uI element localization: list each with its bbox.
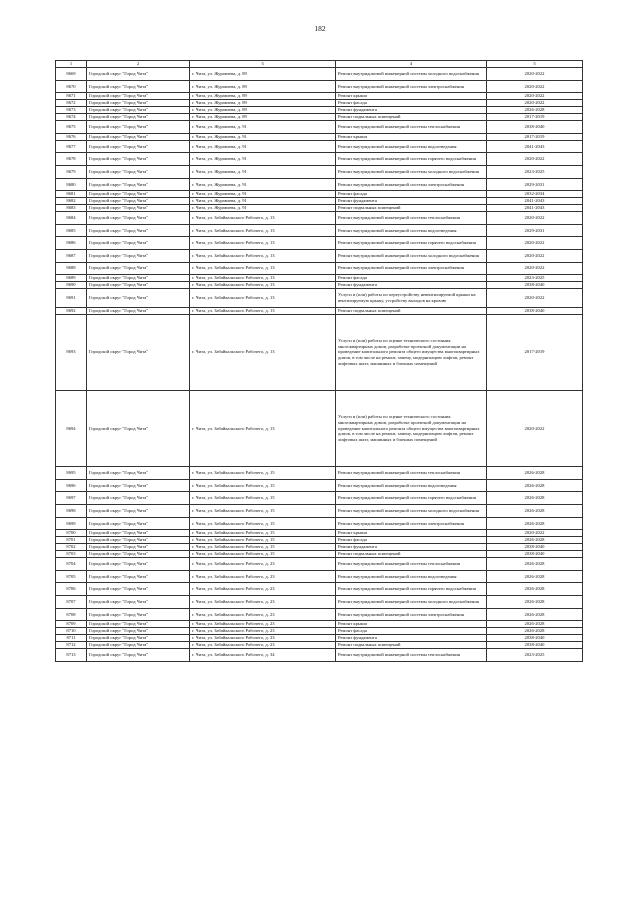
work-type-cell: Ремонт подвальных помещений — [336, 307, 487, 314]
municipality-cell: Городской округ "Город Чита" — [87, 558, 190, 571]
municipality-cell: Городской округ "Город Чита" — [87, 191, 190, 198]
period-cell: 2020-2022 — [487, 262, 583, 275]
address-cell: г. Чита, ул. Журавлева, д. 89 — [190, 114, 336, 121]
address-cell: г. Чита, ул. Журавлева, д. 91 — [190, 178, 336, 191]
table-row — [56, 505, 583, 518]
work-type-cell: Услуги и (или) работы по переустройству невентилируемой крыши на вентилируемую крышу, устройству выходов на кровлю — [336, 289, 487, 307]
row-number: 8697 — [56, 492, 87, 505]
table-row — [56, 583, 583, 596]
column-header: 3 — [190, 61, 336, 68]
table-row — [56, 68, 583, 81]
municipality-cell: Городской округ "Город Чита" — [87, 107, 190, 114]
period-cell: 2020-2022 — [487, 100, 583, 107]
work-type-cell: Ремонт подвальных помещений — [336, 551, 487, 558]
address-cell: г. Чита, ул. Забайкальского Рабочего, д. 13 — [190, 224, 336, 237]
table-row — [56, 570, 583, 583]
work-type-cell: Ремонт внутридомовой инженерной системы электроснабжения — [336, 80, 487, 93]
period-cell: 2026-2028 — [487, 608, 583, 621]
table-row — [56, 224, 583, 237]
address-cell: г. Чита, ул. Журавлева, д. 89 — [190, 80, 336, 93]
period-cell: 2038-2040 — [487, 635, 583, 642]
table-row — [56, 544, 583, 551]
table-body — [56, 68, 583, 662]
period-cell: 2038-2040 — [487, 121, 583, 134]
work-type-cell: Ремонт фасада — [336, 191, 487, 198]
row-number: 8673 — [56, 107, 87, 114]
municipality-cell: Городской округ "Город Чита" — [87, 479, 190, 492]
work-type-cell: Ремонт внутридомовой инженерной системы теплоснабжения — [336, 467, 487, 480]
period-cell: 2026-2028 — [487, 517, 583, 530]
period-cell: 2026-2028 — [487, 467, 583, 480]
work-type-cell: Ремонт внутридомовой инженерной системы холодного водоснабжения — [336, 249, 487, 262]
municipality-cell: Городской округ "Город Чита" — [87, 153, 190, 166]
address-cell: г. Чита, ул. Журавлева, д. 91 — [190, 165, 336, 178]
municipality-cell: Городской округ "Город Чита" — [87, 249, 190, 262]
table-row — [56, 621, 583, 628]
row-number: 8707 — [56, 596, 87, 609]
row-number: 8689 — [56, 275, 87, 282]
row-number: 8711 — [56, 635, 87, 642]
table-row — [56, 165, 583, 178]
address-cell: г. Чита, ул. Забайкальского Рабочего, д. 13 — [190, 262, 336, 275]
address-cell: г. Чита, ул. Забайкальского Рабочего, д. 23 — [190, 628, 336, 635]
work-type-cell: Ремонт внутридомовой инженерной системы горячего водоснабжения — [336, 492, 487, 505]
row-number: 8712 — [56, 642, 87, 649]
column-header: 5 — [487, 61, 583, 68]
work-type-cell: Ремонт внутридомовой инженерной системы горячего водоснабжения — [336, 153, 487, 166]
work-type-cell: Услуги и (или) работы по оценке технического состояния многоквартирных домов, разработке проектной документации на проведение капитального ремонта общего имущества многоквартирных домов, в том числе на ремонт, замену, модернизацию лифтов, ремонт лифтовых шахт, машинных и блочных помещений — [336, 314, 487, 390]
period-cell: 2026-2028 — [487, 558, 583, 571]
period-cell: 2026-2028 — [487, 107, 583, 114]
municipality-cell: Городской округ "Город Чита" — [87, 649, 190, 662]
page-number: 182 — [314, 24, 326, 33]
municipality-cell: Городской округ "Город Чита" — [87, 205, 190, 212]
period-cell: 2026-2028 — [487, 583, 583, 596]
work-type-cell: Ремонт внутридомовой инженерной системы водоотведения — [336, 224, 487, 237]
table-row — [56, 275, 583, 282]
row-number: 8702 — [56, 544, 87, 551]
period-cell: 2029-2031 — [487, 224, 583, 237]
table-row — [56, 537, 583, 544]
table-row — [56, 596, 583, 609]
address-cell: г. Чита, ул. Забайкальского Рабочего, д. 13 — [190, 212, 336, 225]
table-row — [56, 642, 583, 649]
row-number: 8694 — [56, 390, 87, 466]
work-type-cell: Ремонт внутридомовой инженерной системы водоотведения — [336, 570, 487, 583]
address-cell: г. Чита, ул. Забайкальского Рабочего, д. 23 — [190, 608, 336, 621]
municipality-cell: Городской округ "Город Чита" — [87, 314, 190, 390]
table-row — [56, 114, 583, 121]
municipality-cell: Городской округ "Город Чита" — [87, 80, 190, 93]
work-type-cell: Ремонт фасада — [336, 537, 487, 544]
work-type-cell: Ремонт подвальных помещений — [336, 642, 487, 649]
municipality-cell: Городской округ "Город Чита" — [87, 530, 190, 537]
address-cell: г. Чита, ул. Забайкальского Рабочего, д. 15 — [190, 492, 336, 505]
table-row — [56, 289, 583, 307]
work-type-cell: Ремонт фасада — [336, 275, 487, 282]
municipality-cell: Городской округ "Город Чита" — [87, 628, 190, 635]
row-number: 8698 — [56, 505, 87, 518]
work-type-cell: Ремонт внутридомовой инженерной системы теплоснабжения — [336, 121, 487, 134]
municipality-cell: Городской округ "Город Чита" — [87, 165, 190, 178]
table-row — [56, 282, 583, 289]
work-type-cell: Ремонт крыши — [336, 133, 487, 140]
row-number: 8686 — [56, 237, 87, 250]
work-type-cell: Ремонт внутридомовой инженерной системы холодного водоснабжения — [336, 68, 487, 81]
row-number: 8672 — [56, 100, 87, 107]
table-row — [56, 140, 583, 153]
column-header: 4 — [336, 61, 487, 68]
work-type-cell: Ремонт внутридомовой инженерной системы электроснабжения — [336, 262, 487, 275]
work-type-cell: Ремонт фундамента — [336, 544, 487, 551]
table-row — [56, 467, 583, 480]
table-header — [56, 61, 583, 68]
table-row — [56, 100, 583, 107]
municipality-cell: Городской округ "Город Чита" — [87, 551, 190, 558]
work-type-cell: Ремонт внутридомовой инженерной системы теплоснабжения — [336, 558, 487, 571]
period-cell: 2023-2025 — [487, 649, 583, 662]
period-cell: 2020-2022 — [487, 80, 583, 93]
municipality-cell: Городской округ "Город Чита" — [87, 621, 190, 628]
period-cell: 2038-2040 — [487, 307, 583, 314]
period-cell: 2041-2043 — [487, 205, 583, 212]
address-cell: г. Чита, ул. Журавлева, д. 91 — [190, 198, 336, 205]
row-number: 8676 — [56, 133, 87, 140]
period-cell: 2026-2028 — [487, 479, 583, 492]
period-cell: 2017-2019 — [487, 133, 583, 140]
row-number: 8682 — [56, 198, 87, 205]
address-cell: г. Чита, ул. Забайкальского Рабочего, д. 15 — [190, 505, 336, 518]
municipality-cell: Городской округ "Город Чита" — [87, 608, 190, 621]
table-row — [56, 479, 583, 492]
municipality-cell: Городской округ "Город Чита" — [87, 224, 190, 237]
work-type-cell: Ремонт крыши — [336, 530, 487, 537]
table-row — [56, 649, 583, 662]
row-number: 8701 — [56, 537, 87, 544]
row-number: 8678 — [56, 153, 87, 166]
period-cell: 2020-2022 — [487, 153, 583, 166]
work-type-cell: Ремонт внутридомовой инженерной системы холодного водоснабжения — [336, 165, 487, 178]
period-cell: 2017-2019 — [487, 314, 583, 390]
table-row — [56, 558, 583, 571]
table-row — [56, 153, 583, 166]
work-type-cell: Ремонт фасада — [336, 100, 487, 107]
work-type-cell: Ремонт фундамента — [336, 107, 487, 114]
row-number: 8708 — [56, 608, 87, 621]
municipality-cell: Городской округ "Город Чита" — [87, 93, 190, 100]
row-number: 8706 — [56, 583, 87, 596]
work-type-cell: Ремонт подвальных помещений — [336, 114, 487, 121]
period-cell: 2026-2028 — [487, 596, 583, 609]
work-type-cell: Ремонт внутридомовой инженерной системы холодного водоснабжения — [336, 596, 487, 609]
table-row — [56, 121, 583, 134]
address-cell: г. Чита, ул. Забайкальского Рабочего, д. 23 — [190, 558, 336, 571]
municipality-cell: Городской округ "Город Чита" — [87, 583, 190, 596]
row-number: 8705 — [56, 570, 87, 583]
work-type-cell: Ремонт фундамента — [336, 198, 487, 205]
municipality-cell: Городской округ "Город Чита" — [87, 100, 190, 107]
work-type-cell: Ремонт внутридомовой инженерной системы горячего водоснабжения — [336, 237, 487, 250]
table-row — [56, 191, 583, 198]
period-cell: 2023-2025 — [487, 165, 583, 178]
municipality-cell: Городской округ "Город Чита" — [87, 262, 190, 275]
table-row — [56, 205, 583, 212]
address-cell: г. Чита, ул. Забайкальского Рабочего, д. 13 — [190, 390, 336, 466]
municipality-cell: Городской округ "Город Чита" — [87, 275, 190, 282]
table-row — [56, 107, 583, 114]
work-type-cell: Услуги и (или) работы по оценке технического состояния многоквартирных домов, разработке проектной документации на проведение капитального ремонта общего имущества многоквартирных домов, в том числе на ремонт, замену, модернизацию лифтов, ремонт лифтовых шахт, машинных и блочных помещений — [336, 390, 487, 466]
address-cell: г. Чита, ул. Забайкальского Рабочего, д. 23 — [190, 635, 336, 642]
address-cell: г. Чита, ул. Журавлева, д. 91 — [190, 121, 336, 134]
row-number: 8700 — [56, 530, 87, 537]
row-number: 8704 — [56, 558, 87, 571]
work-type-cell: Ремонт внутридомовой инженерной системы теплоснабжения — [336, 649, 487, 662]
period-cell: 2038-2040 — [487, 544, 583, 551]
address-cell: г. Чита, ул. Забайкальского Рабочего, д. 15 — [190, 530, 336, 537]
address-cell: г. Чита, ул. Забайкальского Рабочего, д. 15 — [190, 537, 336, 544]
address-cell: г. Чита, ул. Забайкальского Рабочего, д. 23 — [190, 621, 336, 628]
row-number: 8685 — [56, 224, 87, 237]
municipality-cell: Городской округ "Город Чита" — [87, 114, 190, 121]
row-number: 8703 — [56, 551, 87, 558]
row-number: 8683 — [56, 205, 87, 212]
address-cell: г. Чита, ул. Забайкальского Рабочего, д. 15 — [190, 467, 336, 480]
row-number: 8675 — [56, 121, 87, 134]
address-cell: г. Чита, ул. Забайкальского Рабочего, д. 13 — [190, 289, 336, 307]
period-cell: 2026-2028 — [487, 570, 583, 583]
row-number: 8688 — [56, 262, 87, 275]
period-cell: 2020-2022 — [487, 237, 583, 250]
period-cell: 2020-2022 — [487, 289, 583, 307]
table-row — [56, 608, 583, 621]
period-cell: 2038-2040 — [487, 551, 583, 558]
municipality-cell: Городской округ "Город Чита" — [87, 307, 190, 314]
period-cell: 2026-2028 — [487, 628, 583, 635]
municipality-cell: Городской округ "Город Чита" — [87, 282, 190, 289]
work-type-cell: Ремонт фундамента — [336, 635, 487, 642]
row-number: 8710 — [56, 628, 87, 635]
row-number: 8699 — [56, 517, 87, 530]
municipality-cell: Городской округ "Город Чита" — [87, 212, 190, 225]
municipality-cell: Городской округ "Город Чита" — [87, 596, 190, 609]
municipality-cell: Городской округ "Город Чита" — [87, 544, 190, 551]
table-row — [56, 530, 583, 537]
municipality-cell: Городской округ "Город Чита" — [87, 537, 190, 544]
table-row — [56, 93, 583, 100]
period-cell: 2020-2022 — [487, 390, 583, 466]
address-cell: г. Чита, ул. Журавлева, д. 91 — [190, 133, 336, 140]
row-number: 8696 — [56, 479, 87, 492]
period-cell: 2038-2040 — [487, 282, 583, 289]
period-cell: 2020-2022 — [487, 212, 583, 225]
address-cell: г. Чита, ул. Журавлева, д. 91 — [190, 191, 336, 198]
address-cell: г. Чита, ул. Забайкальского Рабочего, д. 15 — [190, 479, 336, 492]
table-row — [56, 262, 583, 275]
work-type-cell: Ремонт внутридомовой инженерной системы электроснабжения — [336, 608, 487, 621]
row-number: 8674 — [56, 114, 87, 121]
address-cell: г. Чита, ул. Журавлева, д. 89 — [190, 68, 336, 81]
address-cell: г. Чита, ул. Журавлева, д. 89 — [190, 93, 336, 100]
row-number: 8695 — [56, 467, 87, 480]
address-cell: г. Чита, ул. Забайкальского Рабочего, д. 23 — [190, 596, 336, 609]
address-cell: г. Чита, ул. Журавлева, д. 91 — [190, 140, 336, 153]
address-cell: г. Чита, ул. Журавлева, д. 89 — [190, 100, 336, 107]
address-cell: г. Чита, ул. Журавлева, д. 91 — [190, 153, 336, 166]
period-cell: 2020-2022 — [487, 530, 583, 537]
row-number: 8693 — [56, 314, 87, 390]
table-row — [56, 628, 583, 635]
address-cell: г. Чита, ул. Забайкальского Рабочего, д. 23 — [190, 642, 336, 649]
address-cell: г. Чита, ул. Забайкальского Рабочего, д. 13 — [190, 275, 336, 282]
work-type-cell: Ремонт крыши — [336, 93, 487, 100]
row-number: 8679 — [56, 165, 87, 178]
table-row — [56, 198, 583, 205]
table-row — [56, 517, 583, 530]
table-row — [56, 492, 583, 505]
table-row — [56, 314, 583, 390]
row-number: 8692 — [56, 307, 87, 314]
row-number: 8687 — [56, 249, 87, 262]
municipality-cell: Городской округ "Город Чита" — [87, 467, 190, 480]
municipality-cell: Городской округ "Город Чита" — [87, 68, 190, 81]
work-type-cell: Ремонт внутридомовой инженерной системы водоотведения — [336, 479, 487, 492]
row-number: 8684 — [56, 212, 87, 225]
work-type-cell: Ремонт внутридомовой инженерной системы водоотведения — [336, 140, 487, 153]
municipality-cell: Городской округ "Город Чита" — [87, 492, 190, 505]
repair-schedule-table — [55, 60, 583, 662]
row-number: 8677 — [56, 140, 87, 153]
period-cell: 2020-2022 — [487, 93, 583, 100]
table-row — [56, 249, 583, 262]
row-number: 8670 — [56, 80, 87, 93]
address-cell: г. Чита, ул. Забайкальского Рабочего, д. 15 — [190, 544, 336, 551]
municipality-cell: Городской округ "Город Чита" — [87, 635, 190, 642]
municipality-cell: Городской округ "Город Чита" — [87, 289, 190, 307]
row-number: 8671 — [56, 93, 87, 100]
work-type-cell: Ремонт внутридомовой инженерной системы горячего водоснабжения — [336, 583, 487, 596]
row-number: 8709 — [56, 621, 87, 628]
address-cell: г. Чита, ул. Забайкальского Рабочего, д. 13 — [190, 282, 336, 289]
table-row — [56, 80, 583, 93]
work-type-cell: Ремонт внутридомовой инженерной системы электроснабжения — [336, 178, 487, 191]
period-cell: 2020-2022 — [487, 68, 583, 81]
table-row — [56, 133, 583, 140]
municipality-cell: Городской округ "Город Чита" — [87, 517, 190, 530]
work-type-cell: Ремонт подвальных помещений — [336, 205, 487, 212]
row-number: 8691 — [56, 289, 87, 307]
municipality-cell: Городской округ "Город Чита" — [87, 390, 190, 466]
municipality-cell: Городской округ "Город Чита" — [87, 505, 190, 518]
address-cell: г. Чита, ул. Забайкальского Рабочего, д. 23 — [190, 583, 336, 596]
period-cell: 2017-2019 — [487, 114, 583, 121]
municipality-cell: Городской округ "Город Чита" — [87, 121, 190, 134]
work-type-cell: Ремонт фасада — [336, 628, 487, 635]
period-cell: 2041-2043 — [487, 140, 583, 153]
table-row — [56, 307, 583, 314]
address-cell: г. Чита, ул. Журавлева, д. 91 — [190, 205, 336, 212]
table-row — [56, 390, 583, 466]
municipality-cell: Городской округ "Город Чита" — [87, 178, 190, 191]
address-cell: г. Чита, ул. Забайкальского Рабочего, д. 13 — [190, 237, 336, 250]
address-cell: г. Чита, ул. Забайкальского Рабочего, д. 15 — [190, 517, 336, 530]
address-cell: г. Чита, ул. Забайкальского Рабочего, д. 13 — [190, 314, 336, 390]
municipality-cell: Городской округ "Город Чита" — [87, 198, 190, 205]
address-cell: г. Чита, ул. Забайкальского Рабочего, д. 13 — [190, 307, 336, 314]
municipality-cell: Городской округ "Город Чита" — [87, 570, 190, 583]
address-cell: г. Чита, ул. Забайкальского Рабочего, д. 15 — [190, 551, 336, 558]
municipality-cell: Городской округ "Город Чита" — [87, 133, 190, 140]
period-cell: 2026-2028 — [487, 492, 583, 505]
column-header: 2 — [87, 61, 190, 68]
period-cell: 2029-2031 — [487, 178, 583, 191]
address-cell: г. Чита, ул. Забайкальского Рабочего, д. 23 — [190, 570, 336, 583]
table-row — [56, 551, 583, 558]
work-type-cell: Ремонт крыши — [336, 621, 487, 628]
period-cell: 2026-2028 — [487, 537, 583, 544]
address-cell: г. Чита, ул. Забайкальского Рабочего, д. 34 — [190, 649, 336, 662]
address-cell: г. Чита, ул. Журавлева, д. 89 — [190, 107, 336, 114]
row-number: 8681 — [56, 191, 87, 198]
row-number: 8690 — [56, 282, 87, 289]
period-cell: 2041-2043 — [487, 198, 583, 205]
period-cell: 2023-2025 — [487, 275, 583, 282]
period-cell: 2032-2034 — [487, 191, 583, 198]
period-cell: 2026-2028 — [487, 621, 583, 628]
column-header: 1 — [56, 61, 87, 68]
address-cell: г. Чита, ул. Забайкальского Рабочего, д. 13 — [190, 249, 336, 262]
row-number: 8680 — [56, 178, 87, 191]
work-type-cell: Ремонт внутридомовой инженерной системы холодного водоснабжения — [336, 505, 487, 518]
work-type-cell: Ремонт внутридомовой инженерной системы теплоснабжения — [336, 212, 487, 225]
row-number: 8713 — [56, 649, 87, 662]
period-cell: 2038-2040 — [487, 642, 583, 649]
work-type-cell: Ремонт внутридомовой инженерной системы электроснабжения — [336, 517, 487, 530]
period-cell: 2020-2022 — [487, 249, 583, 262]
municipality-cell: Городской округ "Город Чита" — [87, 642, 190, 649]
municipality-cell: Городской округ "Город Чита" — [87, 140, 190, 153]
table-row — [56, 178, 583, 191]
table-row — [56, 237, 583, 250]
municipality-cell: Городской округ "Город Чита" — [87, 237, 190, 250]
row-number: 8669 — [56, 68, 87, 81]
work-type-cell: Ремонт фундамента — [336, 282, 487, 289]
period-cell: 2026-2028 — [487, 505, 583, 518]
table-row — [56, 635, 583, 642]
table-row — [56, 212, 583, 225]
